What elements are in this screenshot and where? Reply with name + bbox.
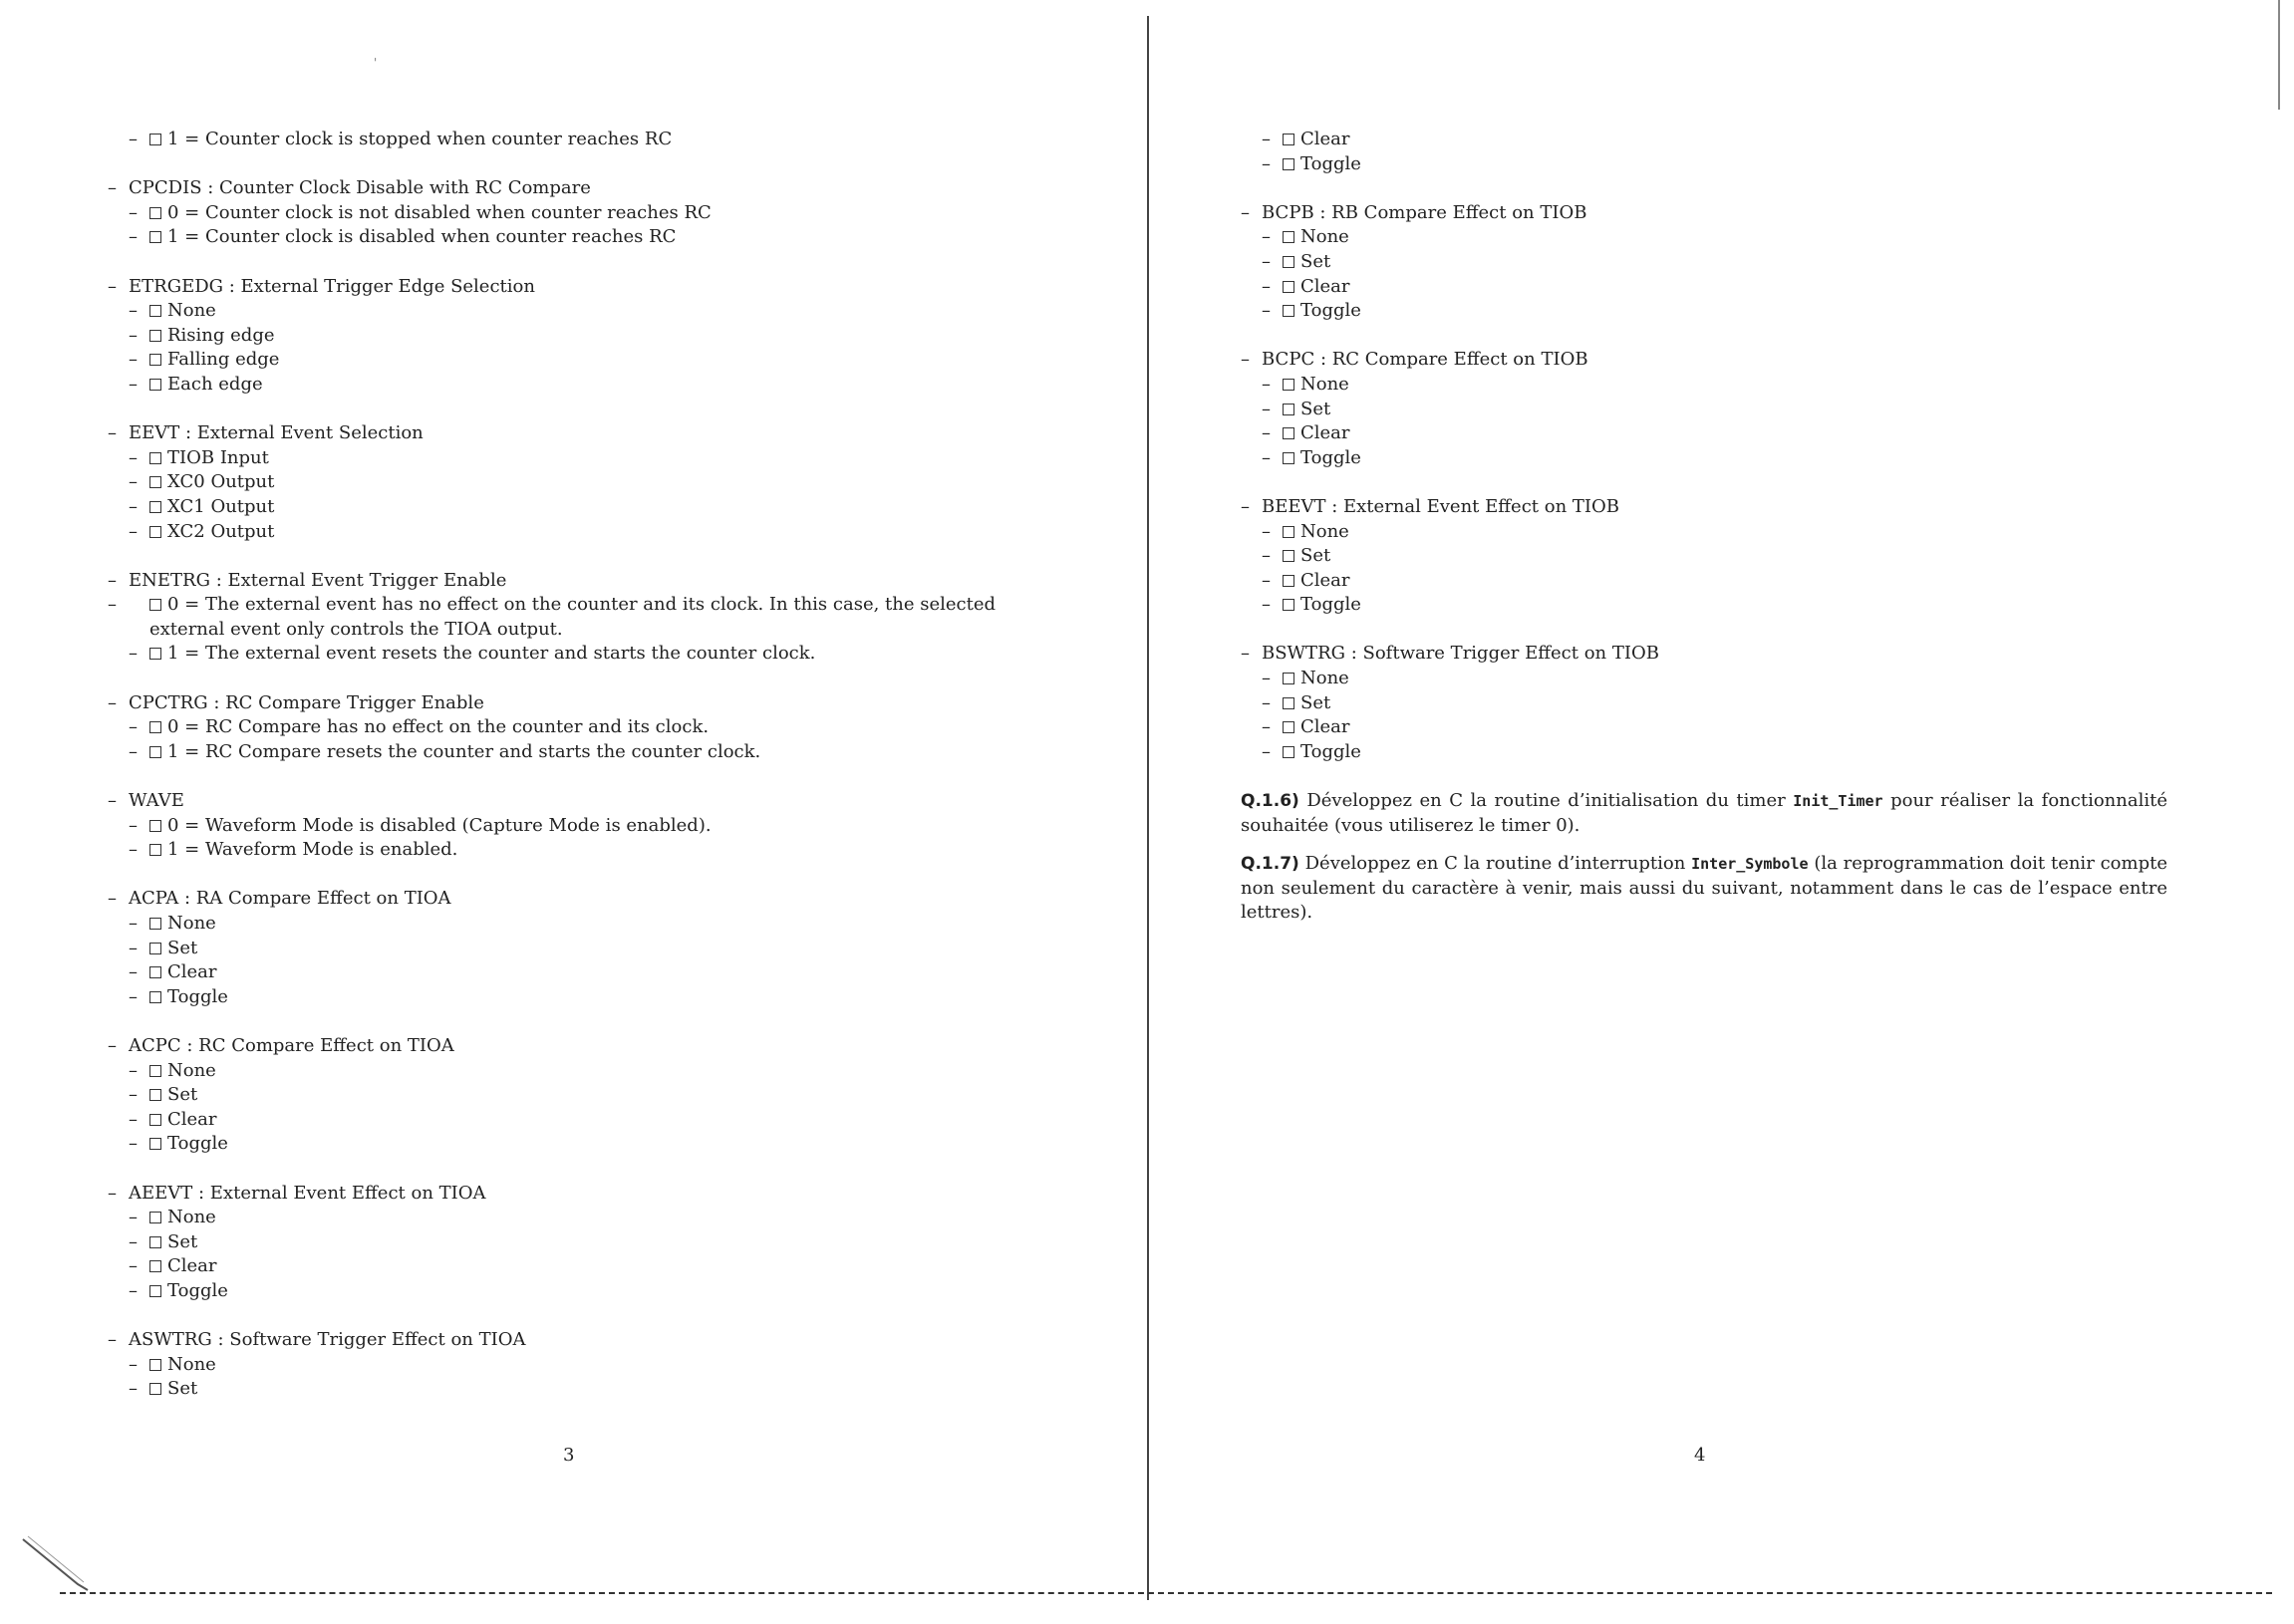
- bullet-dash: –: [129, 1279, 138, 1301]
- bullet-dash: –: [129, 446, 138, 468]
- bullet-dash: –: [1262, 594, 1271, 616]
- option-item: [129, 1279, 1064, 1304]
- option-label: Set: [1300, 545, 1331, 567]
- bullet-dash: –: [108, 422, 117, 444]
- field-heading: [1241, 348, 2167, 373]
- option-item: [129, 814, 1064, 839]
- option-label: Clear: [1300, 275, 1350, 297]
- option-item: [129, 470, 1064, 495]
- checkbox-icon[interactable]: [1283, 134, 1294, 145]
- option-item: [129, 225, 1064, 250]
- checkbox-icon[interactable]: [149, 501, 161, 513]
- bullet-dash: –: [1262, 716, 1271, 738]
- checkbox-icon[interactable]: [149, 721, 161, 733]
- option-item: [1262, 152, 2167, 177]
- option-label: 1 = Waveform Mode is enabled.: [167, 839, 458, 861]
- option-label: 0 = Waveform Mode is disabled (Capture Mode is enabled).: [167, 814, 712, 836]
- option-label: None: [1300, 668, 1349, 689]
- checkbox-icon[interactable]: [149, 918, 161, 930]
- field-title: BCPC : RC Compare Effect on TIOB: [1262, 349, 1588, 371]
- bullet-dash: –: [108, 888, 117, 910]
- field-group: [108, 176, 1064, 250]
- left-page: [0, 0, 1146, 1624]
- bullet-dash: –: [129, 913, 138, 934]
- field-title: ACPC : RC Compare Effect on TIOA: [129, 1034, 454, 1056]
- checkbox-icon[interactable]: [149, 844, 161, 856]
- checkbox-icon[interactable]: [1283, 231, 1294, 243]
- page-number-right: 4: [1694, 1445, 1706, 1466]
- option-label: Toggle: [1300, 300, 1361, 322]
- option-item: [129, 201, 1064, 226]
- bullet-dash: –: [1262, 520, 1271, 542]
- bullet-dash: –: [108, 1034, 117, 1056]
- field-group: [108, 1034, 1064, 1157]
- bullet-dash: –: [129, 324, 138, 346]
- option-label: Toggle: [1300, 740, 1361, 762]
- bullet-dash: –: [129, 961, 138, 983]
- bullet-dash: –: [129, 1059, 138, 1081]
- bullet-dash: –: [1262, 569, 1271, 591]
- bullet-dash: –: [1262, 226, 1271, 248]
- option-item: [129, 1108, 1064, 1133]
- checkbox-icon[interactable]: [149, 1212, 161, 1223]
- checkbox-icon[interactable]: [1283, 256, 1294, 268]
- option-item: [129, 373, 1064, 398]
- option-label: Falling edge: [167, 349, 280, 371]
- bullet-dash: –: [108, 790, 117, 812]
- option-label: None: [167, 1353, 216, 1375]
- option-label: Each edge: [167, 373, 263, 395]
- field-heading: [108, 789, 1064, 814]
- checkbox-icon[interactable]: [1283, 427, 1294, 439]
- checkbox-icon[interactable]: [149, 943, 161, 954]
- checkbox-icon[interactable]: [1283, 599, 1294, 611]
- option-item: [129, 985, 1064, 1010]
- option-item: [129, 912, 1064, 937]
- pen-mark-icon: [18, 1534, 108, 1594]
- option-item: [129, 838, 1064, 863]
- option-label: Toggle: [167, 1279, 228, 1301]
- bullet-dash: –: [1262, 275, 1271, 297]
- field-group: [108, 789, 1064, 863]
- question-paragraph: [1241, 852, 2167, 926]
- bullet-dash: –: [1262, 422, 1271, 444]
- checkbox-icon[interactable]: [1283, 575, 1294, 587]
- checkbox-icon[interactable]: [149, 1285, 161, 1297]
- option-item: [1262, 740, 2167, 765]
- option-item: [129, 299, 1064, 324]
- left-column: [108, 128, 1064, 1426]
- option-label: 1 = The external event resets the counter and starts the counter clock.: [167, 643, 816, 665]
- field-heading: [108, 275, 1064, 300]
- field-group: [1241, 128, 2167, 176]
- field-title: BEEVT : External Event Effect on TIOB: [1262, 495, 1619, 517]
- option-item: [129, 128, 1064, 152]
- bullet-dash: –: [129, 1353, 138, 1375]
- field-heading: [108, 176, 1064, 201]
- field-group: [108, 1328, 1064, 1402]
- option-item: [129, 495, 1064, 520]
- checkbox-icon[interactable]: [1283, 452, 1294, 464]
- bullet-dash: –: [129, 1230, 138, 1252]
- checkbox-icon[interactable]: [149, 648, 161, 660]
- option-label: Toggle: [1300, 594, 1361, 616]
- checkbox-icon[interactable]: [149, 1359, 161, 1371]
- cut-line: [60, 1592, 2272, 1594]
- bullet-dash: –: [129, 349, 138, 371]
- field-heading: [108, 691, 1064, 716]
- field-group: [1241, 201, 2167, 324]
- bullet-dash: –: [129, 129, 138, 149]
- checkbox-icon[interactable]: [149, 746, 161, 758]
- checkbox-icon[interactable]: [1283, 673, 1294, 684]
- bullet-dash: –: [1262, 152, 1271, 174]
- scan-edge-line: [2278, 0, 2280, 110]
- checkbox-icon[interactable]: [149, 991, 161, 1003]
- right-page: [1146, 0, 2294, 1624]
- option-label: Toggle: [1300, 152, 1361, 174]
- option-label: Set: [1300, 398, 1331, 419]
- checkbox-icon[interactable]: [1283, 305, 1294, 317]
- field-group: [1241, 642, 2167, 764]
- bullet-dash: –: [1262, 446, 1271, 468]
- option-item: [129, 1083, 1064, 1108]
- option-label: Set: [167, 1378, 198, 1400]
- option-label: Clear: [1300, 569, 1350, 591]
- bullet-dash: –: [129, 495, 138, 517]
- field-group: [108, 569, 1064, 667]
- bullet-dash: –: [1262, 545, 1271, 567]
- bullet-dash: –: [129, 985, 138, 1007]
- bullet-dash: –: [1262, 740, 1271, 762]
- checkbox-icon[interactable]: [1283, 697, 1294, 709]
- option-item: [1262, 520, 2167, 545]
- option-item: [108, 593, 1064, 642]
- field-group: [108, 275, 1064, 398]
- checkbox-icon[interactable]: [149, 1065, 161, 1077]
- option-item: [1262, 299, 2167, 324]
- option-item: [1262, 569, 2167, 594]
- option-label: None: [1300, 373, 1349, 395]
- bullet-dash: –: [129, 226, 138, 248]
- checkbox-icon[interactable]: [149, 305, 161, 317]
- option-item: [129, 520, 1064, 545]
- bullet-dash: –: [1241, 643, 1250, 665]
- option-item: [129, 1230, 1064, 1255]
- option-label: None: [167, 300, 216, 322]
- option-label: Toggle: [1300, 446, 1361, 468]
- field-group: [108, 1182, 1064, 1304]
- option-item: [1262, 544, 2167, 569]
- field-heading: [108, 887, 1064, 912]
- option-item: [1262, 225, 2167, 250]
- bullet-dash: –: [1262, 398, 1271, 419]
- option-label: XC0 Output: [167, 471, 275, 493]
- option-label: Set: [1300, 250, 1331, 272]
- checkbox-icon[interactable]: [149, 379, 161, 391]
- option-label: Set: [167, 1230, 198, 1252]
- option-label: 0 = RC Compare has no effect on the counter and its clock.: [167, 716, 710, 738]
- option-item: [1262, 446, 2167, 471]
- bullet-dash: –: [129, 740, 138, 762]
- field-group: [108, 421, 1064, 544]
- code-identifier: Init_Timer: [1793, 792, 1883, 811]
- field-title: CPCDIS : Counter Clock Disable with RC Compare: [129, 177, 591, 199]
- field-title: AEEVT : External Event Effect on TIOA: [129, 1182, 486, 1204]
- bullet-dash: –: [129, 300, 138, 322]
- option-item: [1262, 593, 2167, 618]
- option-item: [129, 1353, 1064, 1378]
- option-label: 1 = RC Compare resets the counter and starts the counter clock.: [167, 740, 761, 762]
- field-group: [108, 128, 1064, 152]
- option-item: [129, 1254, 1064, 1279]
- bullet-dash: –: [1262, 300, 1271, 322]
- checkbox-icon[interactable]: [1283, 158, 1294, 170]
- question-text: pour réaliser la fonctionnalité souhaitée (vous utiliserez le timer 0).: [1241, 790, 2167, 836]
- field-title: EEVT : External Event Selection: [129, 422, 424, 444]
- bullet-dash: –: [129, 716, 138, 738]
- field-heading: [108, 569, 1064, 594]
- checkbox-icon[interactable]: [1283, 746, 1294, 758]
- bullet-dash: –: [108, 177, 117, 199]
- option-label: XC2 Output: [167, 520, 275, 542]
- checkbox-icon[interactable]: [149, 231, 161, 243]
- option-item: [1262, 398, 2167, 422]
- option-item: [129, 324, 1064, 349]
- field-heading: [108, 421, 1064, 446]
- bullet-dash: –: [108, 594, 117, 616]
- bullet-dash: –: [108, 1182, 117, 1204]
- checkbox-icon[interactable]: [149, 134, 161, 145]
- option-item: [1262, 250, 2167, 275]
- field-heading: [1241, 201, 2167, 226]
- question-text: (la reprogrammation doit tenir compte non seulement du caractère à venir, mais aussi du suivant, notamment dans le cas de l’espace entre lettres).: [1241, 853, 2167, 924]
- option-label: None: [1300, 520, 1349, 542]
- option-label: Clear: [167, 961, 217, 983]
- option-item: [129, 937, 1064, 961]
- bullet-dash: –: [129, 1133, 138, 1155]
- option-label: None: [1300, 226, 1349, 248]
- checkbox-icon[interactable]: [149, 452, 161, 464]
- option-item: [129, 446, 1064, 471]
- checkbox-icon[interactable]: [149, 526, 161, 538]
- option-label: Clear: [1300, 422, 1350, 444]
- field-heading: [108, 1328, 1064, 1353]
- field-title: BSWTRG : Software Trigger Effect on TIOB: [1262, 643, 1659, 665]
- bullet-dash: –: [1241, 495, 1250, 517]
- bullet-dash: –: [108, 691, 117, 713]
- checkbox-icon[interactable]: [149, 207, 161, 219]
- option-label: Toggle: [167, 985, 228, 1007]
- bullet-dash: –: [129, 471, 138, 493]
- checkbox-icon[interactable]: [1283, 550, 1294, 562]
- checkbox-icon[interactable]: [149, 1236, 161, 1248]
- checkbox-icon[interactable]: [1283, 721, 1294, 733]
- field-title: BCPB : RB Compare Effect on TIOB: [1262, 201, 1587, 223]
- field-group: [1241, 495, 2167, 618]
- option-item: [1262, 373, 2167, 398]
- field-heading: [1241, 495, 2167, 520]
- checkbox-icon[interactable]: [1283, 526, 1294, 538]
- option-label: Set: [167, 1084, 198, 1106]
- stray-mark: ': [374, 56, 378, 70]
- option-item: [129, 1132, 1064, 1157]
- bullet-dash: –: [129, 520, 138, 542]
- option-label: XC1 Output: [167, 495, 275, 517]
- option-label: Clear: [1300, 716, 1350, 738]
- field-title: WAVE: [129, 790, 184, 812]
- option-item: [129, 960, 1064, 985]
- option-item: [1262, 691, 2167, 716]
- bullet-dash: –: [129, 937, 138, 958]
- checkbox-icon[interactable]: [149, 1089, 161, 1101]
- option-item: [129, 1059, 1064, 1084]
- bullet-dash: –: [108, 275, 117, 297]
- option-item: [1262, 128, 2167, 152]
- option-item: [1262, 715, 2167, 740]
- bullet-dash: –: [1262, 250, 1271, 272]
- bullet-dash: –: [1262, 373, 1271, 395]
- checkbox-icon[interactable]: [149, 354, 161, 366]
- option-item: [1262, 275, 2167, 300]
- field-group: [1241, 348, 2167, 470]
- bullet-dash: –: [1241, 201, 1250, 223]
- option-label: None: [167, 913, 216, 934]
- option-label: TIOB Input: [167, 446, 269, 468]
- bullet-dash: –: [1262, 668, 1271, 689]
- option-label: Rising edge: [167, 324, 275, 346]
- field-group: [108, 691, 1064, 765]
- bullet-dash: –: [129, 814, 138, 836]
- field-title: CPCTRG : RC Compare Trigger Enable: [129, 691, 484, 713]
- bullet-dash: –: [129, 643, 138, 665]
- checkbox-icon[interactable]: [149, 1138, 161, 1150]
- question-label: Q.1.6): [1241, 791, 1299, 812]
- field-title: ASWTRG : Software Trigger Effect on TIOA: [129, 1329, 526, 1351]
- option-item: [1262, 421, 2167, 446]
- bullet-dash: –: [1262, 129, 1271, 149]
- right-column: [1241, 128, 2167, 926]
- option-item: [129, 1206, 1064, 1230]
- checkbox-icon[interactable]: [149, 820, 161, 832]
- option-label: 0 = The external event has no effect on the counter and its clock. In this case, the selected external event only controls the TIOA output.: [149, 594, 997, 640]
- checkbox-icon[interactable]: [149, 1383, 161, 1395]
- option-label: 1 = Counter clock is stopped when counter reaches RC: [167, 129, 673, 149]
- bullet-dash: –: [129, 839, 138, 861]
- option-label: Clear: [167, 1108, 217, 1130]
- checkbox-icon[interactable]: [149, 1260, 161, 1272]
- question-label: Q.1.7): [1241, 854, 1299, 875]
- option-label: None: [167, 1207, 216, 1228]
- option-item: [1262, 667, 2167, 691]
- bullet-dash: –: [129, 1108, 138, 1130]
- bullet-dash: –: [108, 569, 117, 591]
- option-label: None: [167, 1059, 216, 1081]
- page-number-left: 3: [563, 1445, 575, 1466]
- checkbox-icon[interactable]: [1283, 379, 1294, 391]
- question-text: Développez en C la routine d’interruption: [1304, 853, 1686, 875]
- field-group: [108, 887, 1064, 1009]
- field-heading: [108, 1182, 1064, 1207]
- bullet-dash: –: [108, 1329, 117, 1351]
- checkbox-icon[interactable]: [149, 330, 161, 342]
- option-item: [129, 715, 1064, 740]
- bullet-dash: –: [1241, 349, 1250, 371]
- option-label: 0 = Counter clock is not disabled when counter reaches RC: [167, 201, 712, 223]
- checkbox-icon[interactable]: [149, 599, 161, 611]
- option-label: Clear: [167, 1255, 217, 1277]
- question-text: Développez en C la routine d’initialisation du timer: [1306, 790, 1786, 812]
- bullet-dash: –: [1262, 691, 1271, 713]
- bullet-dash: –: [129, 1207, 138, 1228]
- option-item: [129, 1377, 1064, 1402]
- checkbox-icon[interactable]: [149, 966, 161, 978]
- option-item: [129, 642, 1064, 667]
- bullet-dash: –: [129, 373, 138, 395]
- option-item: [129, 740, 1064, 765]
- bullet-dash: –: [129, 201, 138, 223]
- option-item: [129, 348, 1064, 373]
- option-label: Set: [1300, 691, 1331, 713]
- option-label: Set: [167, 937, 198, 958]
- option-label: Toggle: [167, 1133, 228, 1155]
- field-heading: [1241, 642, 2167, 667]
- option-label: Clear: [1300, 129, 1350, 149]
- checkbox-icon[interactable]: [1283, 281, 1294, 293]
- checkbox-icon[interactable]: [149, 476, 161, 488]
- bullet-dash: –: [129, 1255, 138, 1277]
- field-title: ETRGEDG : External Trigger Edge Selection: [129, 275, 535, 297]
- question-paragraph: [1241, 789, 2167, 838]
- checkbox-icon[interactable]: [1283, 404, 1294, 415]
- bullet-dash: –: [129, 1378, 138, 1400]
- field-heading: [108, 1034, 1064, 1059]
- bullet-dash: –: [129, 1084, 138, 1106]
- field-title: ENETRG : External Event Trigger Enable: [129, 569, 507, 591]
- field-title: ACPA : RA Compare Effect on TIOA: [129, 888, 451, 910]
- option-label: 1 = Counter clock is disabled when counter reaches RC: [167, 226, 677, 248]
- code-identifier: Inter_Symbole: [1691, 855, 1809, 874]
- checkbox-icon[interactable]: [149, 1114, 161, 1126]
